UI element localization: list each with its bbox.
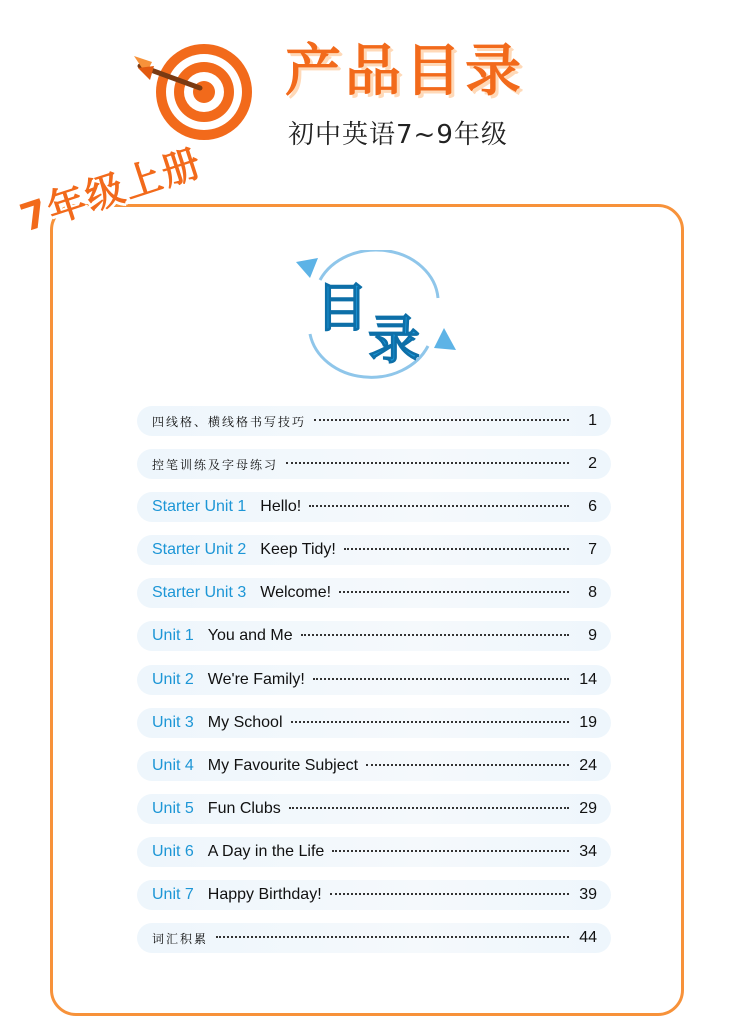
toc-row[interactable]: [137, 708, 611, 738]
toc-page-number: 39: [579, 886, 597, 904]
table-of-contents: [137, 406, 611, 966]
toc-page-number: 19: [579, 713, 597, 731]
toc-unit-label: Starter Unit 2: [152, 541, 247, 559]
toc-leader-dots: [291, 721, 570, 723]
page-subtitle: 初中英语7~9年级: [288, 120, 508, 150]
toc-title: Welcome!: [260, 584, 332, 602]
toc-unit-label: Unit 2: [152, 670, 194, 688]
toc-page-number: 44: [579, 929, 597, 947]
toc-page-number: 14: [579, 670, 597, 688]
toc-row[interactable]: [137, 578, 611, 608]
contents-emblem: [288, 250, 458, 380]
toc-page-number: 34: [579, 842, 597, 860]
toc-row[interactable]: [137, 535, 611, 565]
toc-title: Fun Clubs: [207, 799, 281, 817]
toc-page-number: 24: [579, 756, 597, 774]
toc-title: Hello!: [260, 498, 302, 516]
toc-row[interactable]: [137, 406, 611, 436]
toc-unit-label: Unit 1: [152, 627, 194, 645]
toc-title: 词汇积累: [152, 931, 209, 946]
toc-title: 控笔训练及字母练习: [152, 457, 279, 472]
toc-unit-label: Unit 6: [152, 842, 194, 860]
toc-row[interactable]: [137, 492, 611, 522]
toc-leader-dots: [309, 505, 569, 507]
toc-unit-label: Starter Unit 1: [152, 498, 247, 516]
toc-title: 四线格、横线格书写技巧: [152, 414, 307, 429]
toc-page-number: 7: [588, 541, 597, 559]
toc-title: You and Me: [207, 627, 293, 645]
toc-title: Happy Birthday!: [207, 886, 322, 904]
toc-page-number: 8: [588, 584, 597, 602]
toc-leader-dots: [314, 419, 569, 421]
toc-leader-dots: [286, 462, 569, 464]
toc-leader-dots: [289, 807, 569, 809]
toc-title: A Day in the Life: [207, 842, 325, 860]
toc-title: Keep Tidy!: [260, 541, 336, 559]
toc-leader-dots: [330, 893, 569, 895]
toc-row[interactable]: [137, 837, 611, 867]
toc-leader-dots: [366, 764, 569, 766]
toc-title: My Favourite Subject: [207, 756, 359, 774]
toc-row[interactable]: [137, 880, 611, 910]
toc-row[interactable]: [137, 665, 611, 695]
toc-unit-label: Starter Unit 3: [152, 584, 247, 602]
toc-page-number: 9: [588, 627, 597, 645]
toc-leader-dots: [332, 850, 569, 852]
toc-leader-dots: [301, 634, 569, 636]
grade-tag: 7年级上册: [14, 140, 208, 241]
toc-page-number: 6: [588, 498, 597, 516]
toc-unit-label: Unit 5: [152, 799, 194, 817]
toc-title: We're Family!: [207, 670, 305, 688]
toc-row[interactable]: [137, 794, 611, 824]
contents-char-1: 目: [316, 279, 369, 339]
toc-leader-dots: [339, 591, 569, 593]
toc-title: My School: [207, 713, 283, 731]
contents-char-2: 录: [368, 311, 421, 371]
toc-row[interactable]: [137, 449, 611, 479]
page-title: 产品目录: [285, 39, 525, 104]
toc-row[interactable]: [137, 923, 611, 953]
toc-unit-label: Unit 4: [152, 756, 194, 774]
toc-leader-dots: [344, 548, 569, 550]
toc-unit-label: Unit 3: [152, 713, 194, 731]
toc-page-number: 2: [588, 455, 597, 473]
toc-leader-dots: [313, 678, 569, 680]
toc-unit-label: Unit 7: [152, 886, 194, 904]
toc-row[interactable]: [137, 751, 611, 781]
toc-page-number: 29: [579, 799, 597, 817]
toc-leader-dots: [216, 936, 569, 938]
toc-row[interactable]: [137, 621, 611, 651]
toc-page-number: 1: [588, 412, 597, 429]
